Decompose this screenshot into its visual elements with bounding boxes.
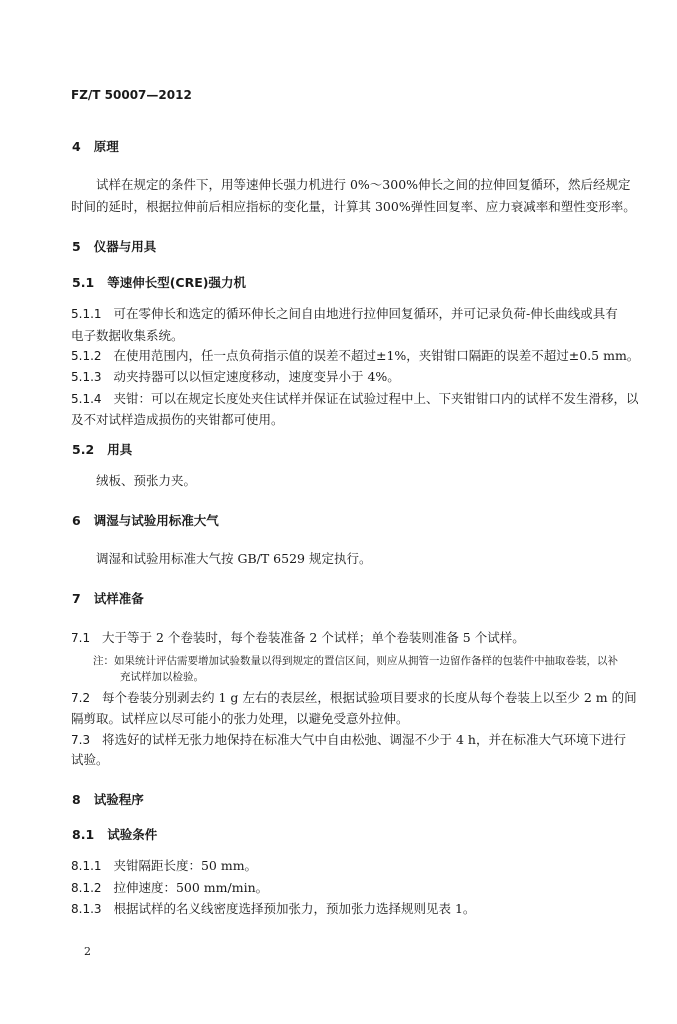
standard-code: FZ/T 50007—2012 (71, 88, 192, 102)
clause-5-1-2 (71, 348, 639, 364)
section-title: 试样准备 (93, 591, 144, 606)
paragraph-line: 电子数据收集系统。 (71, 328, 184, 343)
clause-7-3 (71, 732, 626, 748)
section-title: 试验条件 (107, 827, 158, 842)
clause-text: 拉伸速度：500 mm/min。 (113, 880, 269, 895)
clause-8-1-1 (71, 858, 257, 874)
section-title: 仪器与用具 (93, 239, 157, 254)
paragraph-line: 绒板、预张力夹。 (96, 473, 197, 488)
note-text: 如果统计评估需要增加试验数量以得到规定的置信区间，则应从拥管一边留作备样的包装件中抽取卷装，以补 (114, 655, 618, 667)
section-title: 原理 (93, 139, 119, 154)
clause-text: 根据试样的名义线密度选择预加张力，预加张力选择规则见表 1。 (113, 901, 476, 916)
clause-number: 7.2 (71, 691, 91, 705)
clause-number: 5.1.1 (71, 307, 102, 321)
clause-number: 8.1.3 (71, 902, 102, 916)
clause-number: 8.1.1 (71, 859, 102, 873)
note-line: 充试样加以检验。 (120, 671, 204, 683)
paragraph-line: 时间的延时，根据拉伸前后相应指标的变化量，计算其 300%弹性回复率、应力衰减率和塑性变形率。 (71, 199, 636, 214)
section-5-2-heading (72, 442, 132, 458)
paragraph-line: 及不对试样造成损伤的夹钳都可使用。 (71, 412, 284, 427)
clause-text: 夹钳隔距长度：50 mm。 (113, 858, 258, 873)
clause-number: 7.3 (71, 733, 91, 747)
page-number: 2 (84, 945, 91, 958)
note-line (93, 654, 618, 668)
clause-7-2 (71, 690, 637, 706)
section-8-heading (72, 792, 144, 808)
paragraph-line: 隔剪取。试样应以尽可能小的张力处理，以避免受意外拉伸。 (71, 711, 409, 726)
clause-text: 可在零伸长和选定的循环伸长之间自由地进行拉伸回复循环，并可记录负荷-伸长曲线或具有 (113, 306, 618, 321)
section-number: 5.2 (72, 442, 95, 457)
paragraph-line: 试样在规定的条件下，用等速伸长强力机进行 0%～300%伸长之间的拉伸回复循环，然后经规定 (96, 177, 631, 192)
section-number: 5 (72, 239, 81, 254)
section-5-1-heading (72, 275, 246, 291)
clause-number: 5.1.2 (71, 349, 102, 363)
note-label: 注： (93, 655, 114, 667)
section-4-heading (72, 139, 119, 155)
clause-5-1-1 (71, 306, 618, 322)
section-8-1-heading (72, 827, 157, 843)
section-number: 8.1 (72, 827, 95, 842)
clause-5-1-3 (71, 369, 400, 385)
paragraph-line: 调湿和试验用标准大气按 GB/T 6529 规定执行。 (96, 551, 372, 566)
section-6-heading (72, 513, 219, 529)
clause-8-1-2 (71, 880, 268, 896)
paragraph-line: 试验。 (71, 752, 109, 767)
clause-text: 夹钳：可以在规定长度处夹住试样并保证在试验过程中上、下夹钳钳口内的试样不发生滑移，以 (113, 391, 639, 406)
section-number: 5.1 (72, 275, 95, 290)
clause-7-1 (71, 630, 525, 646)
section-7-heading (72, 591, 144, 607)
section-title: 等速伸长型(CRE)强力机 (107, 275, 246, 290)
clause-number: 5.1.4 (71, 392, 102, 406)
section-title: 调湿与试验用标准大气 (93, 513, 219, 528)
clause-text: 将选好的试样无张力地保持在标准大气中自由松弛、调湿不少于 4 h，并在标准大气环境下进行 (102, 732, 626, 747)
clause-text: 大于等于 2 个卷装时，每个卷装准备 2 个试样；单个卷装则准备 5 个试样。 (102, 630, 525, 645)
clause-number: 8.1.2 (71, 881, 102, 895)
section-title: 试验程序 (93, 792, 144, 807)
clause-5-1-4 (71, 391, 638, 407)
clause-text: 动夹持器可以以恒定速度移动，速度变异小于 4%。 (113, 369, 400, 384)
section-number: 8 (72, 792, 81, 807)
section-number: 6 (72, 513, 81, 528)
clause-number: 7.1 (71, 631, 91, 645)
section-title: 用具 (107, 442, 133, 457)
section-5-heading (72, 239, 156, 255)
clause-text: 每个卷装分别剥去约 1 g 左右的表层丝，根据试验项目要求的长度从每个卷装上以至少 2 m 的间 (102, 690, 637, 705)
clause-number: 5.1.3 (71, 370, 102, 384)
section-number: 7 (72, 591, 81, 606)
section-number: 4 (72, 139, 81, 154)
clause-text: 在使用范围内，任一点负荷指示值的误差不超过±1%，夹钳钳口隔距的误差不超过±0.5 mm。 (113, 348, 640, 363)
clause-8-1-3 (71, 901, 475, 917)
